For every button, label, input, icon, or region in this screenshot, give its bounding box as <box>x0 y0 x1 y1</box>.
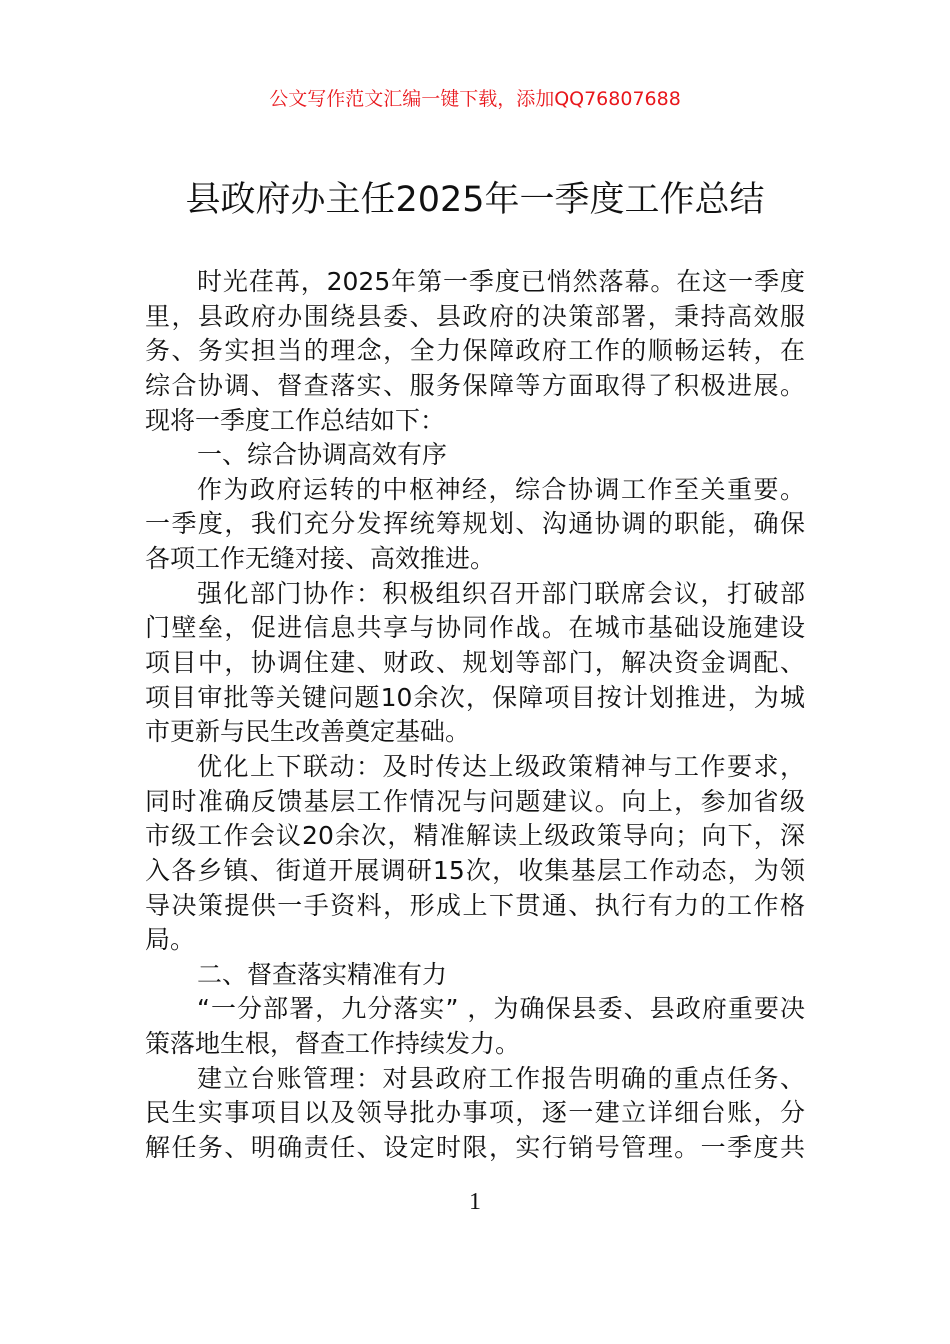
text-line: “一分部署，九分落实” ，为确保县委、县政府重要决 <box>197 994 805 1024</box>
text-line: 里，县政府办围绕县委、县政府的决策部署，秉持高效服 <box>145 301 805 331</box>
text-line: 项目中，协调住建、财政、规划等部门，解决资金调配、 <box>145 648 805 678</box>
document-body <box>145 265 805 1166</box>
text-line: 时光荏苒，2025年第一季度已悄然落幕。在这一季度 <box>197 267 805 296</box>
text-line: 项目审批等关键问题10余次，保障项目按计划推进，为城 <box>145 682 805 712</box>
text-line: 优化上下联动：及时传达上级政策精神与工作要求， <box>197 751 805 781</box>
text-line: 局。 <box>145 925 196 955</box>
text-line: 导决策提供一手资料，形成上下贯通、执行有力的工作格 <box>145 890 805 920</box>
text-line: 同时准确反馈基层工作情况与问题建议。向上，参加省级 <box>145 786 805 816</box>
text-line: 务、务实担当的理念，全力保障政府工作的顺畅运转，在 <box>145 336 805 366</box>
text-line: 策落地生根，督查工作持续发力。 <box>145 1029 521 1059</box>
text-line: 市级工作会议20余次，精准解读上级政策导向；向下，深 <box>145 821 805 851</box>
text-line: 现将一季度工作总结如下： <box>145 405 446 435</box>
text-line: 作为政府运转的中枢神经，综合协调工作至关重要。 <box>197 474 805 504</box>
page-number: 1 <box>469 1189 481 1215</box>
text-line: 门壁垒，促进信息共享与协同作战。在城市基础设施建设 <box>145 613 805 643</box>
text-line: 强化部门协作：积极组织召开部门联席会议，打破部 <box>197 578 805 608</box>
text-line: 入各乡镇、街道开展调研15次，收集基层工作动态，为领 <box>145 855 805 885</box>
document-title: 县政府办主任2025年一季度工作总结 <box>185 180 765 220</box>
text-line: 市更新与民生改善奠定基础。 <box>145 717 471 747</box>
text-line: 解任务、明确责任、设定时限，实行销号管理。一季度共 <box>145 1133 805 1163</box>
text-line: 综合协调、督查落实、服务保障等方面取得了积极进展。 <box>145 370 805 400</box>
text-line: 一、综合协调高效有序 <box>197 440 448 470</box>
download-banner: 公文写作范文汇编一键下载，添加QQ76807688 <box>269 88 681 110</box>
text-line: 建立台账管理：对县政府工作报告明确的重点任务、 <box>197 1063 805 1093</box>
text-line: 各项工作无缝对接、高效推进。 <box>145 544 496 574</box>
text-line: 一季度，我们充分发挥统筹规划、沟通协调的职能，确保 <box>145 509 805 539</box>
text-line: 民生实事项目以及领导批办事项，逐一建立详细台账，分 <box>145 1098 805 1128</box>
text-line: 二、督查落实精准有力 <box>197 959 448 989</box>
